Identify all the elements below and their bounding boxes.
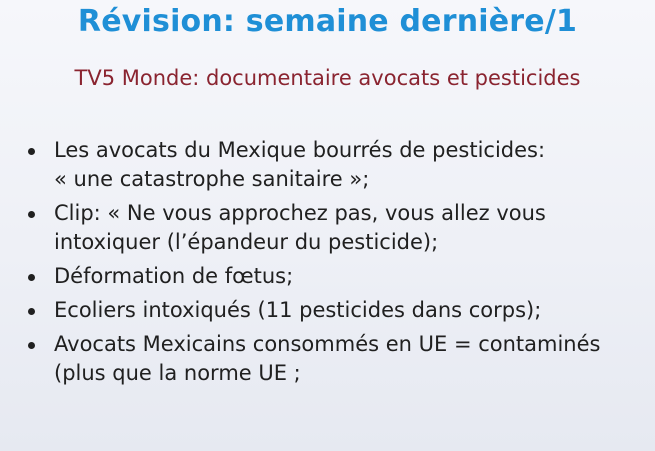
bullet-item [28, 136, 655, 194]
bullet-item [28, 296, 655, 325]
bullet-dot-icon [28, 211, 35, 218]
slide-title: Révision: semaine dernière/1 [77, 4, 578, 39]
bullet-dot-icon [28, 308, 35, 315]
bullet-dot-icon [28, 342, 35, 349]
bullet-item [28, 262, 655, 291]
slide-subtitle: TV5 Monde: documentaire avocats et pesticides [74, 66, 581, 90]
bullet-dot-icon [28, 274, 35, 281]
bullet-line: Les avocats du Mexique bourrés de pesticides: [54, 138, 546, 162]
bullet-line: intoxiquer (l’épandeur du pesticide); [54, 230, 439, 254]
bullet-line: Avocats Mexicains consommés en UE = contaminés [54, 332, 601, 356]
bullet-list [28, 136, 655, 393]
bullet-item [28, 199, 655, 257]
bullet-dot-icon [28, 148, 35, 155]
bullet-item [28, 330, 655, 388]
bullet-line: « une catastrophe sanitaire »; [54, 167, 370, 191]
bullet-line: Ecoliers intoxiqués (11 pesticides dans corps); [54, 298, 542, 322]
bullet-line: Déformation de fœtus; [54, 264, 294, 288]
bullet-line: Clip: « Ne vous approchez pas, vous allez vous [54, 201, 546, 225]
bullet-line: (plus que la norme UE ; [54, 361, 301, 385]
